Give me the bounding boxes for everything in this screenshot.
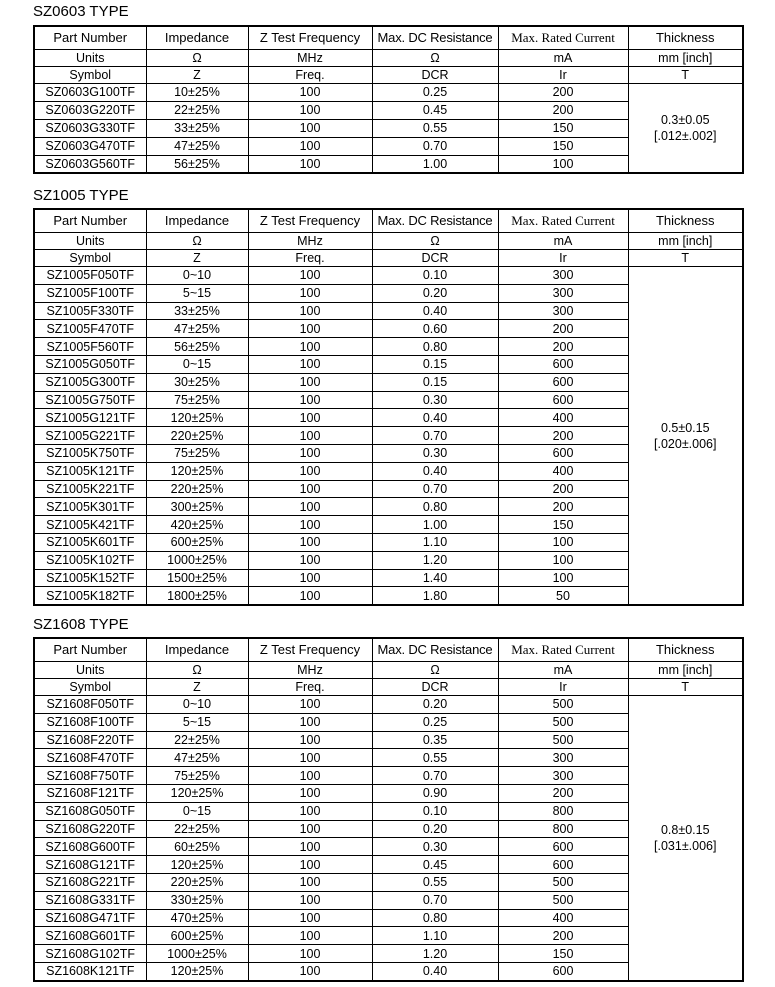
cell-impedance: 1000±25%	[146, 551, 248, 569]
cell-rated-current: 500	[498, 696, 628, 714]
header-part-number: Part Number	[34, 638, 146, 662]
cell-dc-resistance: 0.55	[372, 873, 498, 891]
cell-impedance: 22±25%	[146, 731, 248, 749]
spec-table-sz0603	[33, 25, 744, 174]
cell-test-frequency: 100	[248, 587, 372, 605]
cell-impedance: 75±25%	[146, 391, 248, 409]
header-part-number: Units	[34, 662, 146, 679]
cell-rated-current: 100	[498, 155, 628, 173]
cell-test-frequency: 100	[248, 891, 372, 909]
header-part-number: Part Number	[34, 26, 146, 50]
cell-rated-current: 200	[498, 320, 628, 338]
cell-part-number: SZ1608G331TF	[34, 891, 146, 909]
cell-impedance: 60±25%	[146, 838, 248, 856]
cell-impedance: 0~10	[146, 696, 248, 714]
header-thickness: T	[628, 679, 743, 696]
cell-dc-resistance: 0.45	[372, 856, 498, 874]
cell-dc-resistance: 0.25	[372, 713, 498, 731]
cell-test-frequency: 100	[248, 569, 372, 587]
thickness-inch: [.020±.006]	[654, 436, 717, 451]
cell-rated-current: 300	[498, 267, 628, 285]
section-title: SZ1608 TYPE	[33, 616, 129, 633]
thickness-mm: 0.8±0.15	[660, 822, 710, 837]
cell-part-number: SZ1608G600TF	[34, 838, 146, 856]
cell-dc-resistance: 1.00	[372, 516, 498, 534]
header-rated-current: mA	[498, 50, 628, 67]
header-impedance: Z	[146, 679, 248, 696]
cell-dc-resistance: 0.70	[372, 427, 498, 445]
cell-dc-resistance: 0.80	[372, 498, 498, 516]
header-impedance: Z	[146, 67, 248, 84]
cell-part-number: SZ1005K421TF	[34, 516, 146, 534]
cell-test-frequency: 100	[248, 373, 372, 391]
cell-rated-current: 500	[498, 891, 628, 909]
thickness-inch: [.012±.002]	[654, 129, 717, 144]
cell-part-number: SZ1608G050TF	[34, 802, 146, 820]
cell-rated-current: 600	[498, 856, 628, 874]
cell-rated-current: 600	[498, 962, 628, 980]
cell-rated-current: 200	[498, 498, 628, 516]
header-rated-current: Ir	[498, 250, 628, 267]
cell-dc-resistance: 0.70	[372, 480, 498, 498]
cell-part-number: SZ1608K121TF	[34, 962, 146, 980]
cell-test-frequency: 100	[248, 820, 372, 838]
cell-dc-resistance: 0.20	[372, 696, 498, 714]
cell-test-frequency: 100	[248, 516, 372, 534]
header-thickness: T	[628, 67, 743, 84]
header-impedance: Impedance	[146, 26, 248, 50]
header-test-frequency: MHz	[248, 233, 372, 250]
header-impedance: Ω	[146, 662, 248, 679]
thickness-inch: [.031±.006]	[654, 838, 717, 853]
cell-rated-current: 200	[498, 427, 628, 445]
header-dc-resistance: Ω	[372, 662, 498, 679]
cell-part-number: SZ1608F220TF	[34, 731, 146, 749]
cell-dc-resistance: 0.55	[372, 749, 498, 767]
cell-dc-resistance: 1.10	[372, 927, 498, 945]
cell-dc-resistance: 0.15	[372, 373, 498, 391]
cell-impedance: 1000±25%	[146, 945, 248, 963]
cell-rated-current: 500	[498, 713, 628, 731]
cell-test-frequency: 100	[248, 137, 372, 155]
cell-impedance: 220±25%	[146, 427, 248, 445]
cell-impedance: 47±25%	[146, 749, 248, 767]
cell-impedance: 5~15	[146, 284, 248, 302]
header-test-frequency: Z Test Frequency	[248, 209, 372, 233]
thickness-mm: 0.5±0.15	[660, 420, 710, 435]
cell-dc-resistance: 0.70	[372, 137, 498, 155]
cell-test-frequency: 100	[248, 838, 372, 856]
cell-dc-resistance: 0.35	[372, 731, 498, 749]
cell-dc-resistance: 0.30	[372, 444, 498, 462]
cell-rated-current: 200	[498, 101, 628, 119]
cell-impedance: 600±25%	[146, 533, 248, 551]
cell-impedance: 330±25%	[146, 891, 248, 909]
header-dc-resistance: Ω	[372, 233, 498, 250]
cell-rated-current: 600	[498, 444, 628, 462]
header-part-number: Part Number	[34, 209, 146, 233]
header-row	[34, 679, 743, 696]
cell-part-number: SZ1005K601TF	[34, 533, 146, 551]
cell-part-number: SZ1005F330TF	[34, 302, 146, 320]
cell-part-number: SZ1005K221TF	[34, 480, 146, 498]
cell-test-frequency: 100	[248, 355, 372, 373]
cell-part-number: SZ1005K121TF	[34, 462, 146, 480]
cell-dc-resistance: 0.30	[372, 838, 498, 856]
cell-dc-resistance: 0.40	[372, 962, 498, 980]
cell-test-frequency: 100	[248, 945, 372, 963]
header-dc-resistance: Ω	[372, 50, 498, 67]
cell-thickness	[628, 267, 743, 606]
header-impedance: Impedance	[146, 638, 248, 662]
cell-impedance: 5~15	[146, 713, 248, 731]
cell-dc-resistance: 0.15	[372, 355, 498, 373]
cell-impedance: 1500±25%	[146, 569, 248, 587]
cell-impedance: 0~15	[146, 802, 248, 820]
cell-test-frequency: 100	[248, 802, 372, 820]
cell-impedance: 220±25%	[146, 480, 248, 498]
cell-rated-current: 400	[498, 409, 628, 427]
header-row	[34, 67, 743, 84]
cell-part-number: SZ1005K182TF	[34, 587, 146, 605]
cell-test-frequency: 100	[248, 119, 372, 137]
header-dc-resistance: Max. DC Resistance	[372, 26, 498, 50]
cell-impedance: 22±25%	[146, 820, 248, 838]
cell-test-frequency: 100	[248, 551, 372, 569]
cell-test-frequency: 100	[248, 927, 372, 945]
cell-test-frequency: 100	[248, 84, 372, 102]
header-thickness: T	[628, 250, 743, 267]
header-thickness: Thickness	[628, 26, 743, 50]
cell-rated-current: 150	[498, 119, 628, 137]
cell-rated-current: 600	[498, 391, 628, 409]
cell-test-frequency: 100	[248, 444, 372, 462]
cell-dc-resistance: 1.20	[372, 551, 498, 569]
cell-test-frequency: 100	[248, 767, 372, 785]
header-row	[34, 50, 743, 67]
cell-rated-current: 150	[498, 137, 628, 155]
header-test-frequency: Z Test Frequency	[248, 638, 372, 662]
cell-part-number: SZ1608G471TF	[34, 909, 146, 927]
header-thickness: Thickness	[628, 209, 743, 233]
cell-impedance: 33±25%	[146, 302, 248, 320]
header-rated-current: mA	[498, 233, 628, 250]
cell-part-number: SZ1608G601TF	[34, 927, 146, 945]
header-part-number: Symbol	[34, 67, 146, 84]
cell-rated-current: 200	[498, 480, 628, 498]
cell-part-number: SZ1608F100TF	[34, 713, 146, 731]
header-part-number: Symbol	[34, 250, 146, 267]
header-test-frequency: Z Test Frequency	[248, 26, 372, 50]
spec-table-sz1005	[33, 208, 744, 606]
cell-impedance: 56±25%	[146, 155, 248, 173]
header-rated-current: Max. Rated Current	[498, 209, 628, 233]
cell-thickness	[628, 696, 743, 981]
cell-part-number: SZ0603G330TF	[34, 119, 146, 137]
cell-rated-current: 600	[498, 373, 628, 391]
cell-test-frequency: 100	[248, 713, 372, 731]
cell-dc-resistance: 0.55	[372, 119, 498, 137]
header-thickness: Thickness	[628, 638, 743, 662]
cell-dc-resistance: 0.40	[372, 462, 498, 480]
thickness-mm: 0.3±0.05	[660, 113, 710, 128]
cell-part-number: SZ1005G300TF	[34, 373, 146, 391]
cell-rated-current: 500	[498, 873, 628, 891]
header-row	[34, 26, 743, 50]
cell-part-number: SZ1608F050TF	[34, 696, 146, 714]
cell-impedance: 47±25%	[146, 137, 248, 155]
cell-test-frequency: 100	[248, 155, 372, 173]
header-row	[34, 662, 743, 679]
cell-test-frequency: 100	[248, 302, 372, 320]
header-thickness: mm [inch]	[628, 50, 743, 67]
cell-thickness	[628, 84, 743, 174]
cell-test-frequency: 100	[248, 909, 372, 927]
cell-part-number: SZ1005F100TF	[34, 284, 146, 302]
cell-rated-current: 200	[498, 338, 628, 356]
cell-rated-current: 150	[498, 516, 628, 534]
cell-impedance: 75±25%	[146, 444, 248, 462]
header-rated-current: Max. Rated Current	[498, 26, 628, 50]
cell-rated-current: 200	[498, 784, 628, 802]
cell-dc-resistance: 0.10	[372, 267, 498, 285]
cell-test-frequency: 100	[248, 284, 372, 302]
cell-dc-resistance: 1.00	[372, 155, 498, 173]
cell-impedance: 420±25%	[146, 516, 248, 534]
spec-table-sz1608	[33, 637, 744, 982]
cell-dc-resistance: 0.45	[372, 101, 498, 119]
cell-impedance: 1800±25%	[146, 587, 248, 605]
header-row	[34, 638, 743, 662]
cell-rated-current: 100	[498, 551, 628, 569]
header-test-frequency: MHz	[248, 662, 372, 679]
cell-impedance: 33±25%	[146, 119, 248, 137]
cell-test-frequency: 100	[248, 533, 372, 551]
cell-dc-resistance: 1.80	[372, 587, 498, 605]
cell-rated-current: 600	[498, 355, 628, 373]
header-part-number: Symbol	[34, 679, 146, 696]
cell-test-frequency: 100	[248, 696, 372, 714]
cell-part-number: SZ1608G220TF	[34, 820, 146, 838]
cell-dc-resistance: 0.60	[372, 320, 498, 338]
header-dc-resistance: DCR	[372, 67, 498, 84]
cell-impedance: 220±25%	[146, 873, 248, 891]
header-row	[34, 233, 743, 250]
header-impedance: Ω	[146, 233, 248, 250]
header-dc-resistance: DCR	[372, 250, 498, 267]
cell-rated-current: 100	[498, 569, 628, 587]
cell-test-frequency: 100	[248, 749, 372, 767]
cell-test-frequency: 100	[248, 873, 372, 891]
table-row	[34, 84, 743, 102]
cell-rated-current: 400	[498, 462, 628, 480]
cell-dc-resistance: 1.10	[372, 533, 498, 551]
header-rated-current: Ir	[498, 679, 628, 696]
cell-test-frequency: 100	[248, 856, 372, 874]
cell-rated-current: 300	[498, 749, 628, 767]
cell-part-number: SZ1608F121TF	[34, 784, 146, 802]
cell-part-number: SZ1608G121TF	[34, 856, 146, 874]
header-row	[34, 209, 743, 233]
cell-rated-current: 800	[498, 820, 628, 838]
cell-part-number: SZ0603G100TF	[34, 84, 146, 102]
header-dc-resistance: Max. DC Resistance	[372, 638, 498, 662]
cell-rated-current: 500	[498, 731, 628, 749]
cell-dc-resistance: 0.70	[372, 767, 498, 785]
cell-dc-resistance: 0.25	[372, 84, 498, 102]
cell-dc-resistance: 0.40	[372, 302, 498, 320]
cell-dc-resistance: 0.80	[372, 909, 498, 927]
cell-dc-resistance: 1.20	[372, 945, 498, 963]
cell-part-number: SZ1005K152TF	[34, 569, 146, 587]
cell-part-number: SZ1005K750TF	[34, 444, 146, 462]
cell-impedance: 300±25%	[146, 498, 248, 516]
header-test-frequency: MHz	[248, 50, 372, 67]
cell-rated-current: 200	[498, 84, 628, 102]
cell-impedance: 470±25%	[146, 909, 248, 927]
cell-test-frequency: 100	[248, 409, 372, 427]
cell-rated-current: 300	[498, 284, 628, 302]
cell-rated-current: 800	[498, 802, 628, 820]
cell-rated-current: 300	[498, 767, 628, 785]
cell-impedance: 120±25%	[146, 462, 248, 480]
header-test-frequency: Freq.	[248, 250, 372, 267]
cell-part-number: SZ1005F560TF	[34, 338, 146, 356]
cell-test-frequency: 100	[248, 391, 372, 409]
cell-test-frequency: 100	[248, 320, 372, 338]
header-thickness: mm [inch]	[628, 662, 743, 679]
cell-dc-resistance: 0.80	[372, 338, 498, 356]
cell-impedance: 22±25%	[146, 101, 248, 119]
cell-test-frequency: 100	[248, 731, 372, 749]
cell-impedance: 120±25%	[146, 784, 248, 802]
cell-dc-resistance: 0.30	[372, 391, 498, 409]
cell-rated-current: 100	[498, 533, 628, 551]
cell-test-frequency: 100	[248, 427, 372, 445]
header-test-frequency: Freq.	[248, 679, 372, 696]
table-row	[34, 267, 743, 285]
cell-part-number: SZ1005G221TF	[34, 427, 146, 445]
header-impedance: Impedance	[146, 209, 248, 233]
cell-part-number: SZ0603G560TF	[34, 155, 146, 173]
cell-part-number: SZ0603G470TF	[34, 137, 146, 155]
cell-part-number: SZ0603G220TF	[34, 101, 146, 119]
cell-part-number: SZ1608G102TF	[34, 945, 146, 963]
header-impedance: Ω	[146, 50, 248, 67]
cell-part-number: SZ1608F750TF	[34, 767, 146, 785]
cell-test-frequency: 100	[248, 462, 372, 480]
table-row	[34, 696, 743, 714]
cell-part-number: SZ1005G121TF	[34, 409, 146, 427]
cell-part-number: SZ1608G221TF	[34, 873, 146, 891]
cell-part-number: SZ1005G050TF	[34, 355, 146, 373]
cell-impedance: 120±25%	[146, 409, 248, 427]
cell-impedance: 120±25%	[146, 856, 248, 874]
cell-impedance: 600±25%	[146, 927, 248, 945]
cell-impedance: 120±25%	[146, 962, 248, 980]
cell-impedance: 75±25%	[146, 767, 248, 785]
cell-rated-current: 200	[498, 927, 628, 945]
cell-test-frequency: 100	[248, 784, 372, 802]
header-part-number: Units	[34, 233, 146, 250]
cell-rated-current: 300	[498, 302, 628, 320]
header-thickness: mm [inch]	[628, 233, 743, 250]
cell-dc-resistance: 0.10	[372, 802, 498, 820]
cell-rated-current: 150	[498, 945, 628, 963]
header-impedance: Z	[146, 250, 248, 267]
cell-impedance: 0~10	[146, 267, 248, 285]
cell-part-number: SZ1005F050TF	[34, 267, 146, 285]
cell-dc-resistance: 0.20	[372, 284, 498, 302]
cell-test-frequency: 100	[248, 338, 372, 356]
header-test-frequency: Freq.	[248, 67, 372, 84]
cell-rated-current: 50	[498, 587, 628, 605]
header-row	[34, 250, 743, 267]
cell-impedance: 30±25%	[146, 373, 248, 391]
header-dc-resistance: DCR	[372, 679, 498, 696]
cell-dc-resistance: 1.40	[372, 569, 498, 587]
cell-dc-resistance: 0.40	[372, 409, 498, 427]
header-rated-current: mA	[498, 662, 628, 679]
header-dc-resistance: Max. DC Resistance	[372, 209, 498, 233]
header-part-number: Units	[34, 50, 146, 67]
cell-impedance: 56±25%	[146, 338, 248, 356]
cell-test-frequency: 100	[248, 480, 372, 498]
header-rated-current: Max. Rated Current	[498, 638, 628, 662]
cell-test-frequency: 100	[248, 267, 372, 285]
cell-part-number: SZ1005G750TF	[34, 391, 146, 409]
section-title: SZ0603 TYPE	[33, 3, 129, 20]
cell-impedance: 10±25%	[146, 84, 248, 102]
cell-part-number: SZ1608F470TF	[34, 749, 146, 767]
cell-impedance: 0~15	[146, 355, 248, 373]
cell-test-frequency: 100	[248, 498, 372, 516]
section-title: SZ1005 TYPE	[33, 187, 129, 204]
cell-test-frequency: 100	[248, 101, 372, 119]
cell-dc-resistance: 0.70	[372, 891, 498, 909]
cell-dc-resistance: 0.20	[372, 820, 498, 838]
cell-part-number: SZ1005F470TF	[34, 320, 146, 338]
cell-part-number: SZ1005K301TF	[34, 498, 146, 516]
cell-impedance: 47±25%	[146, 320, 248, 338]
cell-test-frequency: 100	[248, 962, 372, 980]
cell-part-number: SZ1005K102TF	[34, 551, 146, 569]
cell-rated-current: 600	[498, 838, 628, 856]
cell-rated-current: 400	[498, 909, 628, 927]
cell-dc-resistance: 0.90	[372, 784, 498, 802]
header-rated-current: Ir	[498, 67, 628, 84]
